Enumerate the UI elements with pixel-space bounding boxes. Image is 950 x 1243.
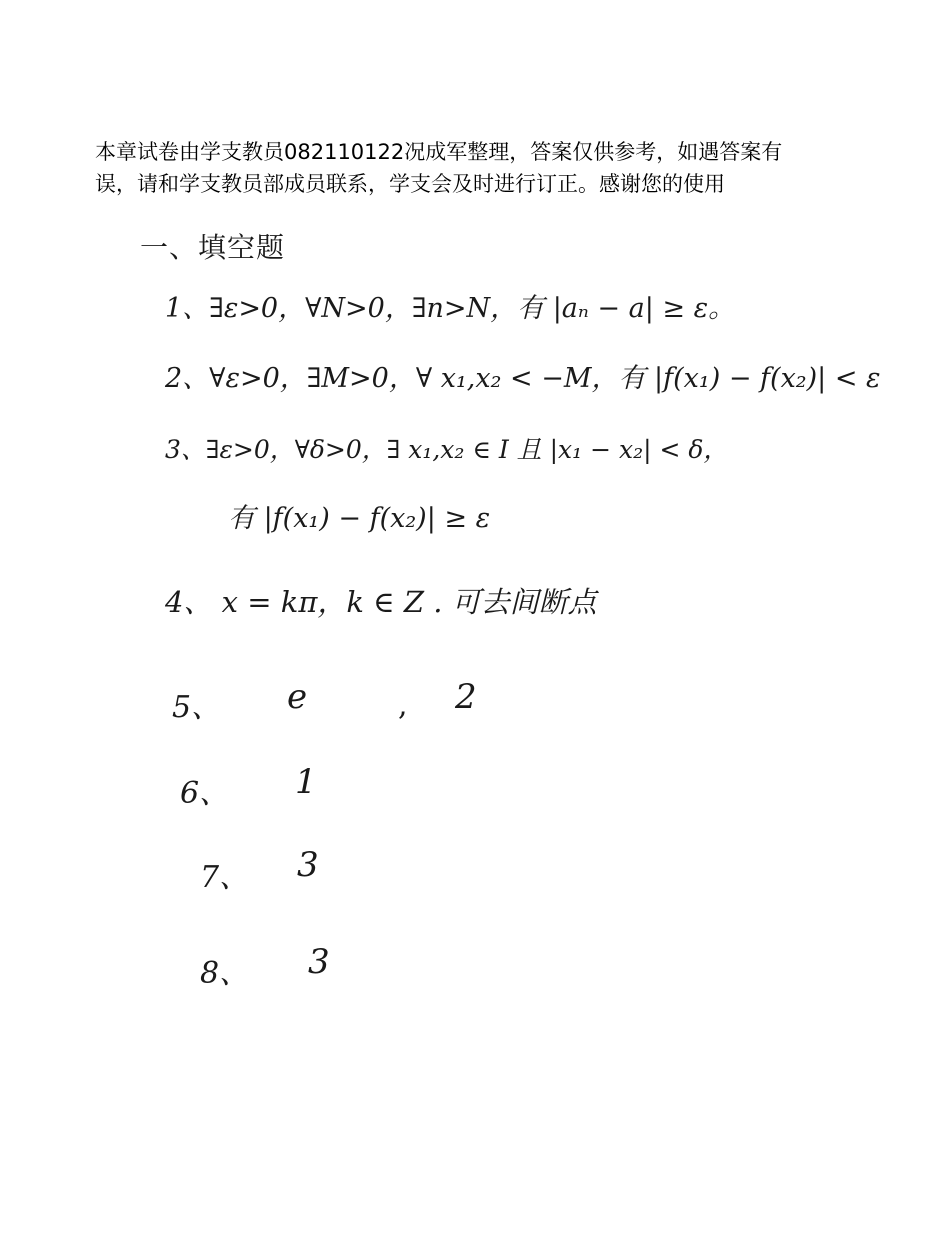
answer-3-line-1: 3、∃ε>0，∀δ>0，∃ x₁,x₂ ∈ I 且 |x₁ − x₂| < δ，: [165, 435, 729, 464]
answer-3-line-2: 有 |f(x₁) − f(x₂)| ≥ ε: [228, 503, 491, 534]
header-line-1: 本章试卷由学支教员082110122况成军整理，答案仅供参考，如遇答案有: [95, 140, 783, 164]
header-notice: [95, 136, 855, 200]
answer-5-value-b: 2: [455, 677, 477, 717]
answer-2: 2、∀ε>0，∃M>0，∀ x₁,x₂ < −M，有 |f(x₁) − f(x₂)| < ε: [165, 363, 881, 394]
section-title: 一、填空题: [140, 231, 286, 264]
answer-8-number: 8、: [200, 956, 250, 991]
header-line-2: 误，请和学支教员部成员联系，学支会及时进行订正。感谢您的使用: [95, 172, 725, 196]
answer-5-value-a: e: [287, 677, 308, 717]
answer-6-value: 1: [295, 762, 317, 802]
answer-6-number: 6、: [180, 776, 230, 811]
answer-1: 1、∃ε>0，∀N>0，∃n>N，有 |aₙ − a| ≥ ε。: [165, 293, 736, 324]
answer-8-value: 3: [308, 942, 330, 982]
answer-5-number: 5、: [172, 690, 222, 725]
answer-4: 4、 x = kπ，k ∈ Z . 可去间断点: [165, 585, 597, 619]
answer-5-comma: ,: [398, 688, 408, 723]
answer-7-value: 3: [297, 845, 319, 885]
answer-7-number: 7、: [200, 860, 250, 895]
